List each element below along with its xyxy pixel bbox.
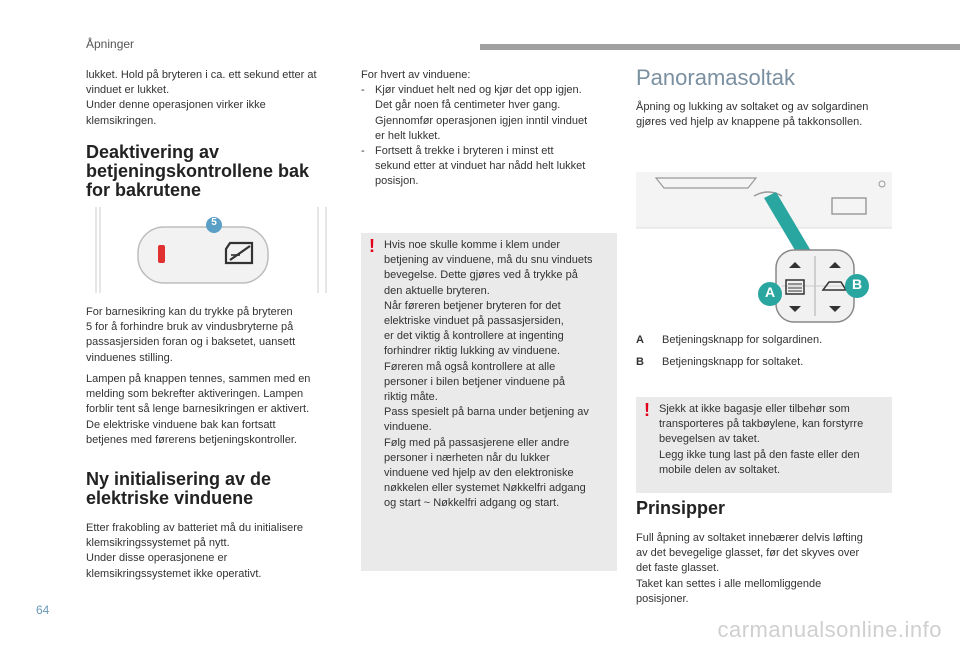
text-line: personer i nærheten når du lukker — [384, 451, 550, 464]
sunroof-figure — [636, 172, 892, 327]
text-line: De elektriske vinduene bak kan fortsatt — [86, 418, 276, 431]
legend-text: Betjeningsknapp for soltaket. — [662, 356, 804, 368]
text-line: Taket kan settes i alle mellomliggende — [636, 577, 822, 590]
warning-box-windows — [361, 233, 617, 571]
page-title: Panoramasoltak — [636, 65, 795, 90]
text-line: posisjon. — [375, 175, 419, 188]
header-bar — [480, 44, 960, 50]
indicator-lamp — [158, 245, 165, 263]
figure-legend — [636, 333, 898, 370]
text-line: Under denne operasjonen virker ikke — [86, 99, 266, 112]
text-line: klemsikringen. — [86, 114, 157, 127]
heading-line: Ny initialisering av de — [86, 469, 272, 489]
text-line: mobile delen av soltaket. — [659, 463, 781, 476]
text-line: lukket. Hold på bryteren i ca. ett sekund etter at — [86, 69, 317, 81]
steps-list — [361, 83, 617, 189]
text-line: det faste glasset. — [636, 562, 720, 575]
text-line: vinduene. — [384, 421, 432, 434]
text-line: bevegelse. Dette gjøres ved å trykke på — [384, 269, 578, 282]
text-line: Pass spesielt på barna under betjening av — [384, 406, 589, 419]
text-line: Under disse operasjonene er — [86, 552, 228, 565]
text-line: klemsikringssystemet ikke operativt. — [86, 567, 262, 580]
text-line: - Kjør vinduet helt ned og kjør det opp igjen. — [375, 84, 582, 97]
legend-item-a — [636, 333, 898, 348]
child-lock-figure — [86, 205, 342, 295]
text-line: vinduet er lukket. — [86, 84, 170, 97]
label-b: B — [851, 276, 863, 292]
heading-line: Deaktivering av — [86, 142, 220, 162]
text-line: av det bevegelige glasset, før det skyves over — [636, 547, 860, 560]
heading-line: elektriske vinduene — [86, 488, 254, 508]
text-line: Føreren må også kontrollere at alle — [384, 360, 556, 373]
col1-para1 — [86, 305, 348, 366]
text-line: betjening av vinduene, må du snu vinduets — [384, 254, 593, 267]
text-line: Følg med på passasjerene eller andre — [384, 436, 570, 449]
text-line: Når føreren betjener bryteren for det — [384, 299, 561, 312]
text-line: Full åpning av soltaket innebærer delvis løfting — [636, 532, 863, 544]
list-item — [361, 144, 617, 190]
text-line: transporteres på takbøylene, kan forstyrre — [659, 418, 864, 431]
text-line: Gjennomfør operasjonen igjen inntil vinduet — [375, 114, 588, 127]
legend-key: B — [636, 356, 644, 368]
text-line: passasjersiden foran og i baksetet, uansett — [86, 336, 296, 349]
col1-intro — [86, 68, 348, 129]
text-line: forblir tent så lenge barnesikringen er aktivert. — [86, 403, 310, 416]
col1-para2 — [86, 372, 348, 448]
watermark: carmanualsonline.info — [717, 617, 942, 642]
text-line: personer i bilen betjener vinduene på — [384, 375, 566, 388]
steps-intro: For hvert av vinduene: — [361, 69, 471, 81]
section-title: Åpninger — [86, 37, 135, 51]
text-line: vinduene ved hjelp av den elektroniske — [384, 467, 574, 480]
legend-item-b — [636, 355, 898, 370]
text-line: Åpning og lukking av soltaket og av solgardinen — [636, 101, 869, 113]
col1-para3 — [86, 521, 348, 582]
text-line: betjenes med førerens betjeningskontroller. — [86, 433, 297, 446]
callout-5: 5 — [211, 217, 217, 228]
col3-para — [636, 531, 898, 607]
legend-text: Betjeningsknapp for solgardinen. — [662, 334, 823, 346]
text-line: posisjoner. — [636, 592, 689, 605]
col2-steps — [361, 68, 617, 190]
heading-reinit — [86, 470, 348, 508]
text-line: Legg ikke tung last på den faste eller den — [659, 448, 860, 461]
col3-intro — [636, 100, 898, 130]
text-line: sekund etter at vinduet har nådd helt lukket — [375, 160, 586, 173]
text-line: er det viktig å kontrollere at ingenting — [384, 330, 564, 343]
text-line: 5 for å forhindre bruk av vindusbryterne på — [86, 321, 294, 334]
text-line: Hvis noe skulle komme i klem under — [384, 239, 561, 251]
text-line: forhindrer riktig lukking av vinduene. — [384, 345, 561, 358]
warning-text — [659, 402, 889, 478]
text-line: vinduenes stilling. — [86, 351, 173, 364]
text-line: og start ~ Nøkkelfri adgang og start. — [384, 497, 560, 510]
warning-text — [384, 238, 614, 512]
warning-box-roof — [636, 397, 892, 493]
text-line: elektriske vinduet på passasjersiden, — [384, 315, 564, 328]
text-line: den aktuelle bryteren. — [384, 284, 490, 297]
text-line: er helt lukket. — [375, 129, 441, 142]
heading-line: betjeningskontrollene bak — [86, 161, 310, 181]
text-line: melding som bekrefter aktiveringen. Lampen — [86, 388, 304, 401]
label-a: A — [764, 284, 776, 300]
page-number: 64 — [36, 603, 50, 617]
text-line: riktig måte. — [384, 391, 438, 404]
warning-icon: ! — [369, 236, 375, 256]
text-line: Lampen på knappen tennes, sammen med en — [86, 373, 311, 385]
text-line: bevegelsen av taket. — [659, 433, 760, 446]
heading-deactivation — [86, 143, 348, 200]
text-line: nøkkelen eller systemet Nøkkelfri adgang — [384, 482, 586, 495]
text-line: Det går noen få centimeter hver gang. — [375, 99, 561, 112]
text-line: For barnesikring kan du trykke på bryteren — [86, 306, 293, 318]
heading-principles: Prinsipper — [636, 498, 726, 518]
list-item — [361, 83, 617, 144]
text-line: Etter frakobling av batteriet må du initialisere — [86, 522, 304, 534]
legend-key: A — [636, 334, 644, 346]
heading-line: for bakrutene — [86, 180, 202, 200]
roof-console-illustration — [636, 172, 892, 327]
text-line: Sjekk at ikke bagasje eller tilbehør som — [659, 403, 850, 415]
text-line: klemsikringssystemet på nytt. — [86, 537, 230, 550]
warning-icon: ! — [644, 400, 650, 420]
text-line: gjøres ved hjelp av knappene på takkonsollen. — [636, 116, 863, 129]
text-line: - Fortsett å trekke i bryteren i minst ett — [375, 145, 554, 158]
